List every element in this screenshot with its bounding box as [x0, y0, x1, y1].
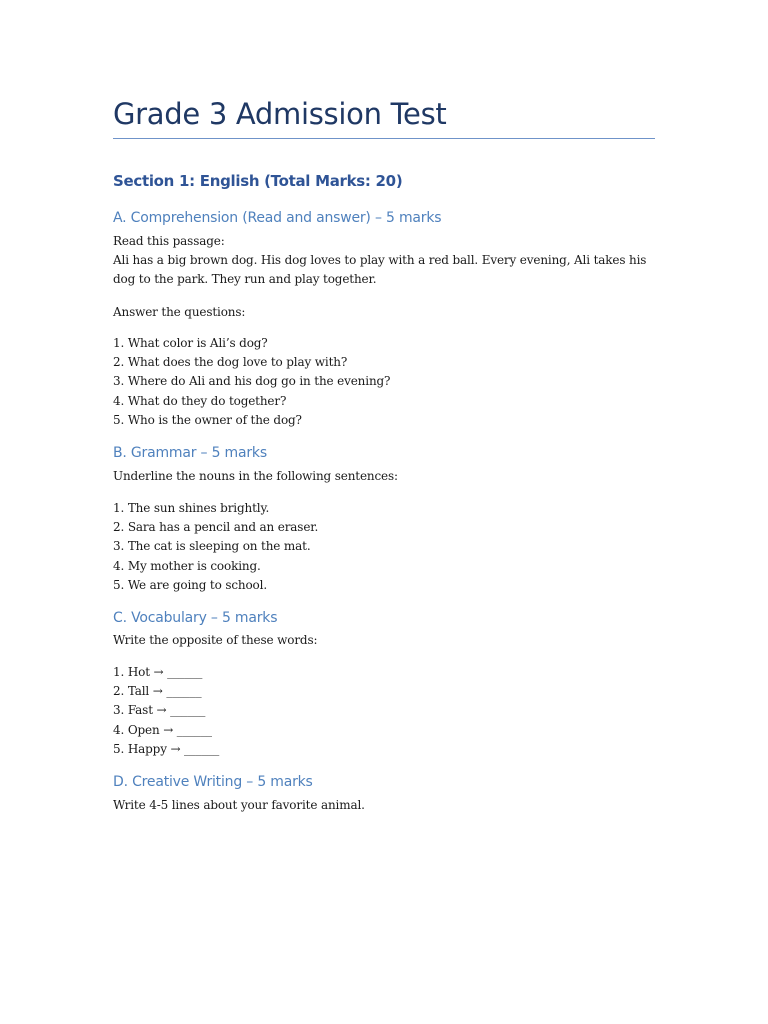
vocabulary-item: 5. Happy → ______	[113, 741, 220, 756]
vocabulary-item: 1. Hot → ______	[113, 665, 203, 679]
passage-line: dog to the park. They run and play together.	[113, 272, 377, 287]
comprehension-passage	[113, 232, 653, 290]
grammar-heading: B. Grammar – 5 marks	[113, 445, 267, 461]
grammar-item: 5. We are going to school.	[113, 577, 267, 592]
question-item: 1. What color is Ali’s dog?	[113, 336, 268, 350]
comprehension-questions	[113, 334, 653, 430]
vocabulary-item: 4. Open → ______	[113, 722, 212, 737]
question-item: 5. Who is the owner of the dog?	[113, 412, 302, 427]
creative-writing-prompt: Write 4-5 lines about your favorite animal.	[113, 798, 365, 812]
comprehension-heading: A. Comprehension (Read and answer) – 5 marks	[113, 210, 442, 226]
grammar-items	[113, 499, 653, 595]
section-1-heading: Section 1: English (Total Marks: 20)	[113, 172, 403, 190]
document-title: Grade 3 Admission Test	[113, 94, 655, 139]
vocabulary-heading: C. Vocabulary – 5 marks	[113, 610, 278, 626]
vocabulary-items	[113, 663, 653, 759]
question-item: 4. What do they do together?	[113, 393, 287, 408]
grammar-item: 2. Sara has a pencil and an eraser.	[113, 520, 319, 535]
comprehension-prompt: Answer the questions:	[113, 305, 246, 319]
comprehension-intro: Read this passage:	[113, 234, 225, 248]
question-item: 2. What does the dog love to play with?	[113, 355, 348, 370]
vocabulary-prompt: Write the opposite of these words:	[113, 633, 318, 647]
vocabulary-item: 3. Fast → ______	[113, 703, 206, 718]
grammar-item: 1. The sun shines brightly.	[113, 501, 270, 515]
passage-line: Ali has a big brown dog. His dog loves to play with a red ball. Every evening, Ali takes his	[113, 253, 647, 268]
grammar-item: 3. The cat is sleeping on the mat.	[113, 539, 311, 554]
grammar-item: 4. My mother is cooking.	[113, 558, 261, 573]
vocabulary-item: 2. Tall → ______	[113, 684, 202, 699]
creative-writing-heading: D. Creative Writing – 5 marks	[113, 774, 313, 790]
question-item: 3. Where do Ali and his dog go in the evening?	[113, 374, 391, 389]
grammar-prompt: Underline the nouns in the following sentences:	[113, 469, 398, 483]
